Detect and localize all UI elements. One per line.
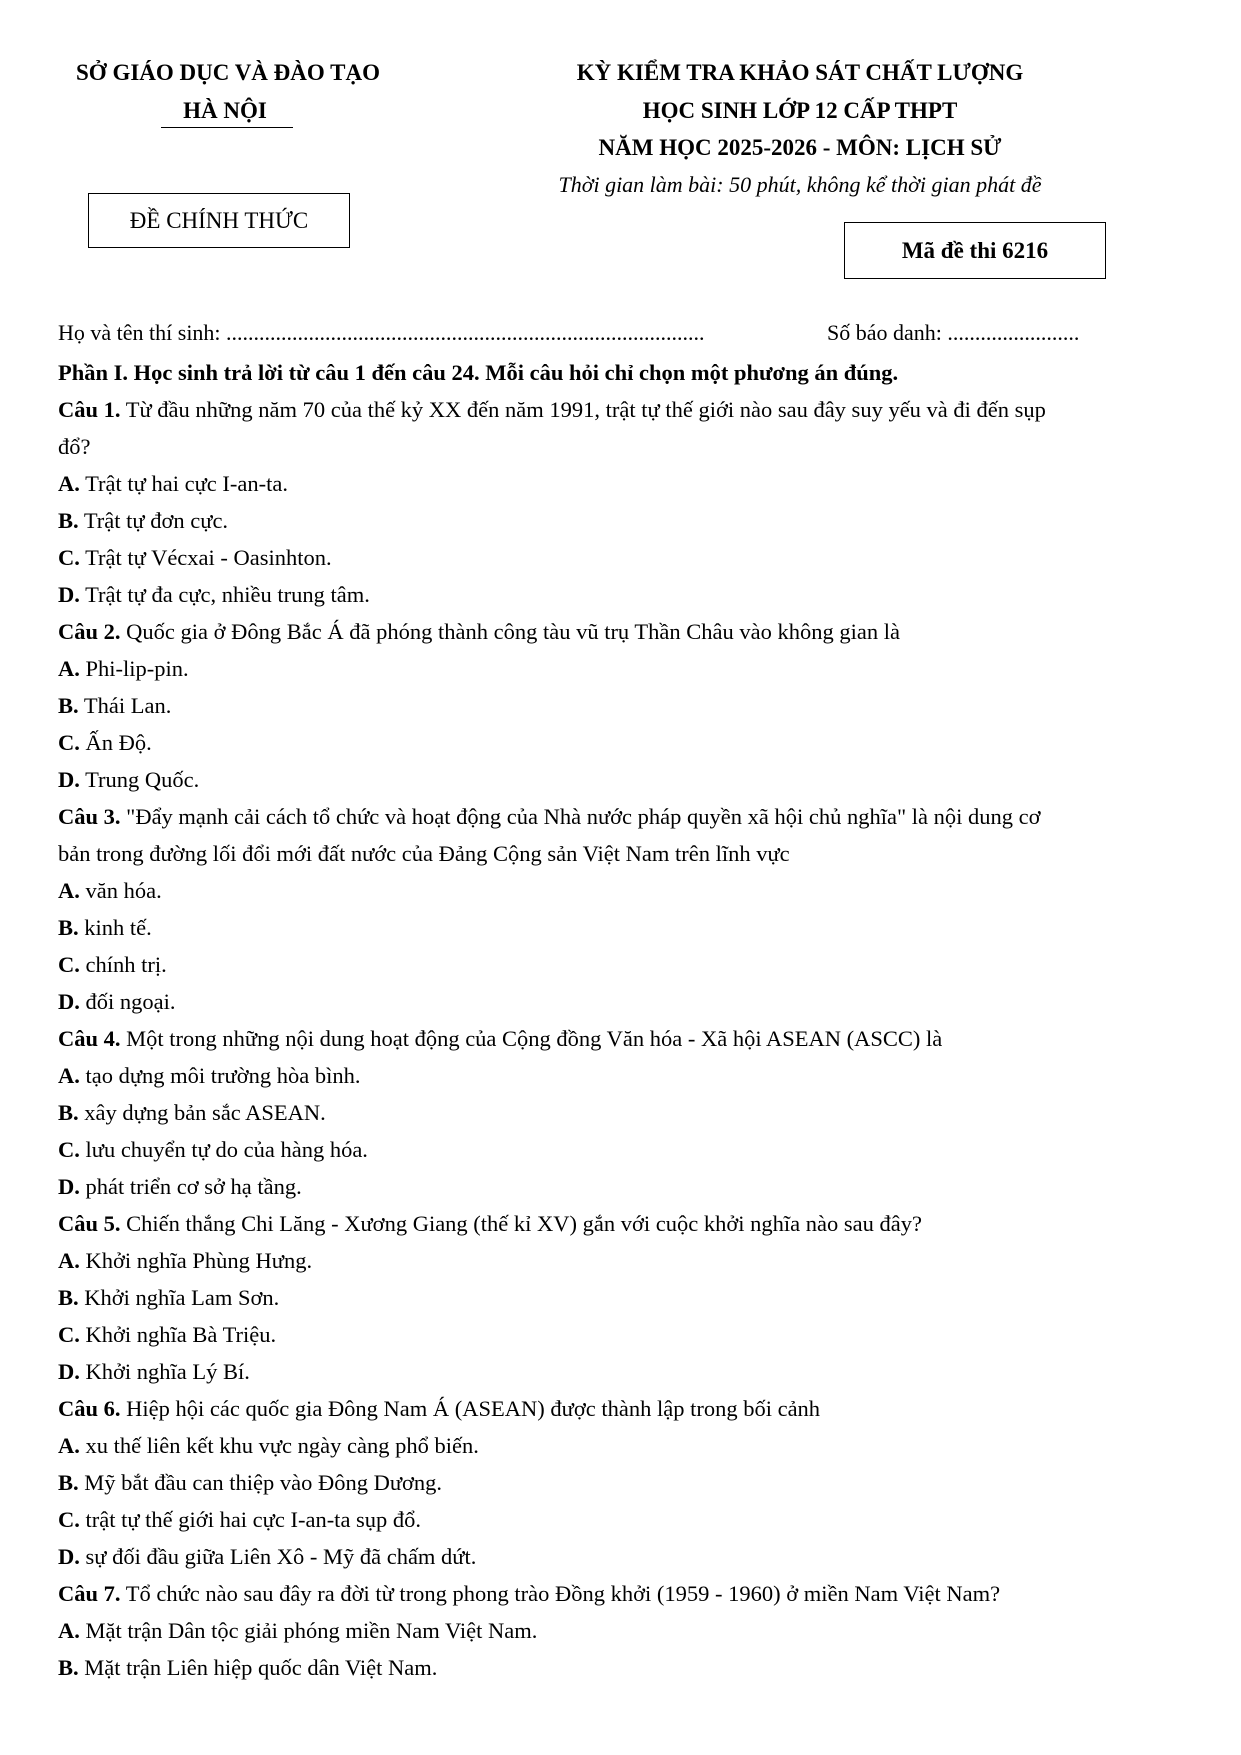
option-text: Phi-lip-pin. <box>79 656 189 681</box>
option-letter: B. <box>58 508 79 533</box>
answer-option[interactable] <box>58 465 1158 502</box>
part-instruction: Phần I. Học sinh trả lời từ câu 1 đến câu 24. Mỗi câu hỏi chỉ chọn một phương án đúng. <box>58 360 899 385</box>
question-text: Quốc gia ở Đông Bắc Á đã phóng thành công tàu vũ trụ Thần Châu vào không gian là <box>120 619 900 644</box>
option-text: lưu chuyển tự do của hàng hóa. <box>79 1137 368 1162</box>
question-item <box>58 1020 1158 1205</box>
option-text: Trung Quốc. <box>79 767 200 792</box>
underline-divider <box>161 127 293 128</box>
answer-option[interactable] <box>58 1501 1158 1538</box>
option-letter: B. <box>58 1285 79 1310</box>
question-text-line <box>58 1390 1158 1427</box>
question-text: Hiệp hội các quốc gia Đông Nam Á (ASEAN) được thành lập trong bối cảnh <box>120 1396 821 1421</box>
city-name: HÀ NỘI <box>183 98 267 123</box>
answer-option[interactable] <box>58 872 1158 909</box>
answer-option[interactable] <box>58 1538 1158 1575</box>
answer-option[interactable] <box>58 1464 1158 1501</box>
question-item <box>58 1205 1158 1390</box>
option-letter: A. <box>58 1248 80 1273</box>
option-letter: D. <box>58 767 80 792</box>
option-letter: C. <box>58 730 80 755</box>
answer-option[interactable] <box>58 1242 1158 1279</box>
answer-option[interactable] <box>58 502 1158 539</box>
exam-content <box>58 354 1158 1686</box>
option-text: Mặt trận Liên hiệp quốc dân Việt Nam. <box>78 1655 438 1680</box>
question-number: Câu 6. <box>58 1396 121 1421</box>
question-text: bản trong đường lối đổi mới đất nước của Đảng Cộng sản Việt Nam trên lĩnh vực <box>58 841 790 866</box>
option-text: Khởi nghĩa Lam Sơn. <box>78 1285 280 1310</box>
question-text: Chiến thắng Chi Lăng - Xương Giang (thế kỉ XV) gắn với cuộc khởi nghĩa nào sau đây? <box>120 1211 922 1236</box>
question-list <box>58 391 1158 1686</box>
official-exam-box: ĐỀ CHÍNH THỨC <box>88 193 350 248</box>
option-text: Mặt trận Dân tộc giải phóng miền Nam Việt Nam. <box>79 1618 538 1643</box>
question-number: Câu 3. <box>58 804 121 829</box>
option-letter: B. <box>58 1100 79 1125</box>
option-text: Trật tự hai cực I-an-ta. <box>79 471 288 496</box>
option-letter: A. <box>58 471 80 496</box>
option-text: Trật tự đa cực, nhiều trung tâm. <box>79 582 370 607</box>
student-info <box>58 318 1128 348</box>
option-letter: D. <box>58 582 80 607</box>
option-letter: A. <box>58 656 80 681</box>
question-text-line <box>58 1020 1158 1057</box>
question-text-line <box>58 798 1158 835</box>
option-letter: C. <box>58 545 80 570</box>
answer-option[interactable] <box>58 539 1158 576</box>
option-letter: A. <box>58 1618 80 1643</box>
answer-option[interactable] <box>58 1131 1158 1168</box>
option-letter: B. <box>58 915 79 940</box>
option-text: Khởi nghĩa Bà Triệu. <box>79 1322 277 1347</box>
option-text: Khởi nghĩa Lý Bí. <box>79 1359 250 1384</box>
option-text: trật tự thế giới hai cực I-an-ta sụp đổ. <box>79 1507 422 1532</box>
answer-option[interactable] <box>58 1094 1158 1131</box>
option-text: Trật tự Vécxai - Oasinhton. <box>79 545 332 570</box>
answer-option[interactable] <box>58 983 1158 1020</box>
option-letter: A. <box>58 1063 80 1088</box>
department-name: SỞ GIÁO DỤC VÀ ĐÀO TẠO <box>76 60 380 85</box>
option-letter: C. <box>58 1137 80 1162</box>
question-number: Câu 4. <box>58 1026 121 1051</box>
answer-option[interactable] <box>58 1427 1158 1464</box>
option-text: xu thế liên kết khu vực ngày càng phổ biến. <box>79 1433 479 1458</box>
question-text-line <box>58 1205 1158 1242</box>
option-letter: D. <box>58 989 80 1014</box>
answer-option[interactable] <box>58 909 1158 946</box>
option-text: Khởi nghĩa Phùng Hưng. <box>79 1248 313 1273</box>
option-letter: B. <box>58 1470 79 1495</box>
option-text: đối ngoại. <box>79 989 176 1014</box>
answer-option[interactable] <box>58 1279 1158 1316</box>
option-letter: B. <box>58 1655 79 1680</box>
question-text: đổ? <box>58 434 91 459</box>
option-letter: A. <box>58 1433 80 1458</box>
option-text: xây dựng bản sắc ASEAN. <box>78 1100 326 1125</box>
question-item <box>58 1390 1158 1575</box>
answer-option[interactable] <box>58 761 1158 798</box>
exam-title-line2: HỌC SINH LỚP 12 CẤP THPT <box>642 98 958 123</box>
exam-title-line3: NĂM HỌC 2025-2026 - MÔN: LỊCH SỬ <box>598 135 1002 160</box>
question-number: Câu 5. <box>58 1211 121 1236</box>
answer-option[interactable] <box>58 650 1158 687</box>
option-text: phát triển cơ sở hạ tầng. <box>79 1174 302 1199</box>
question-text: Tổ chức nào sau đây ra đời từ trong phong trào Đồng khởi (1959 - 1960) ở miền Nam Việt Nam? <box>120 1581 1001 1606</box>
answer-option[interactable] <box>58 1649 1158 1686</box>
option-letter: C. <box>58 952 80 977</box>
option-letter: C. <box>58 1507 80 1532</box>
question-number: Câu 1. <box>58 397 121 422</box>
student-name-field[interactable]: Họ và tên thí sinh: ....................................................................................... <box>58 320 705 345</box>
option-text: tạo dựng môi trường hòa bình. <box>79 1063 361 1088</box>
question-text-line <box>58 835 1158 872</box>
question-number: Câu 2. <box>58 619 121 644</box>
question-item <box>58 798 1158 1020</box>
option-text: Mỹ bắt đầu can thiệp vào Đông Dương. <box>78 1470 443 1495</box>
question-item <box>58 613 1158 798</box>
option-letter: A. <box>58 878 80 903</box>
answer-option[interactable] <box>58 1168 1158 1205</box>
option-text: Trật tự đơn cực. <box>78 508 229 533</box>
option-letter: D. <box>58 1544 80 1569</box>
time-note: Thời gian làm bài: 50 phút, không kể thời gian phát đề <box>558 172 1042 197</box>
option-letter: D. <box>58 1174 80 1199</box>
option-text: Thái Lan. <box>78 693 172 718</box>
option-letter: B. <box>58 693 79 718</box>
question-text: Một trong những nội dung hoạt động của Cộng đồng Văn hóa - Xã hội ASEAN (ASCC) là <box>120 1026 943 1051</box>
option-letter: D. <box>58 1359 80 1384</box>
question-text-line <box>58 428 1158 465</box>
answer-option[interactable] <box>58 1612 1158 1649</box>
option-text: chính trị. <box>79 952 167 977</box>
question-number: Câu 7. <box>58 1581 121 1606</box>
question-text-line <box>58 613 1158 650</box>
option-text: kinh tế. <box>78 915 152 940</box>
question-text-line <box>58 391 1158 428</box>
option-letter: C. <box>58 1322 80 1347</box>
exam-code-box: Mã đề thi 6216 <box>844 222 1106 279</box>
question-text-line <box>58 1575 1158 1612</box>
answer-option[interactable] <box>58 1353 1158 1390</box>
answer-option[interactable] <box>58 724 1158 761</box>
option-text: Ấn Độ. <box>79 730 152 755</box>
exam-title-line1: KỲ KIỂM TRA KHẢO SÁT CHẤT LƯỢNG <box>576 60 1024 85</box>
question-item <box>58 1575 1158 1686</box>
answer-option[interactable] <box>58 576 1158 613</box>
answer-option[interactable] <box>58 1316 1158 1353</box>
option-text: sự đối đầu giữa Liên Xô - Mỹ đã chấm dứt. <box>79 1544 477 1569</box>
question-text: "Đẩy mạnh cải cách tổ chức và hoạt động của Nhà nước pháp quyền xã hội chủ nghĩa" là nội dung cơ <box>120 804 1041 829</box>
question-text: Từ đầu những năm 70 của thế kỷ XX đến năm 1991, trật tự thế giới nào sau đây suy yếu và đi đến sụp <box>120 397 1046 422</box>
answer-option[interactable] <box>58 1057 1158 1094</box>
answer-option[interactable] <box>58 687 1158 724</box>
student-id-field[interactable]: Số báo danh: ........................ <box>827 320 1080 345</box>
answer-option[interactable] <box>58 946 1158 983</box>
option-text: văn hóa. <box>79 878 162 903</box>
question-item <box>58 391 1158 613</box>
